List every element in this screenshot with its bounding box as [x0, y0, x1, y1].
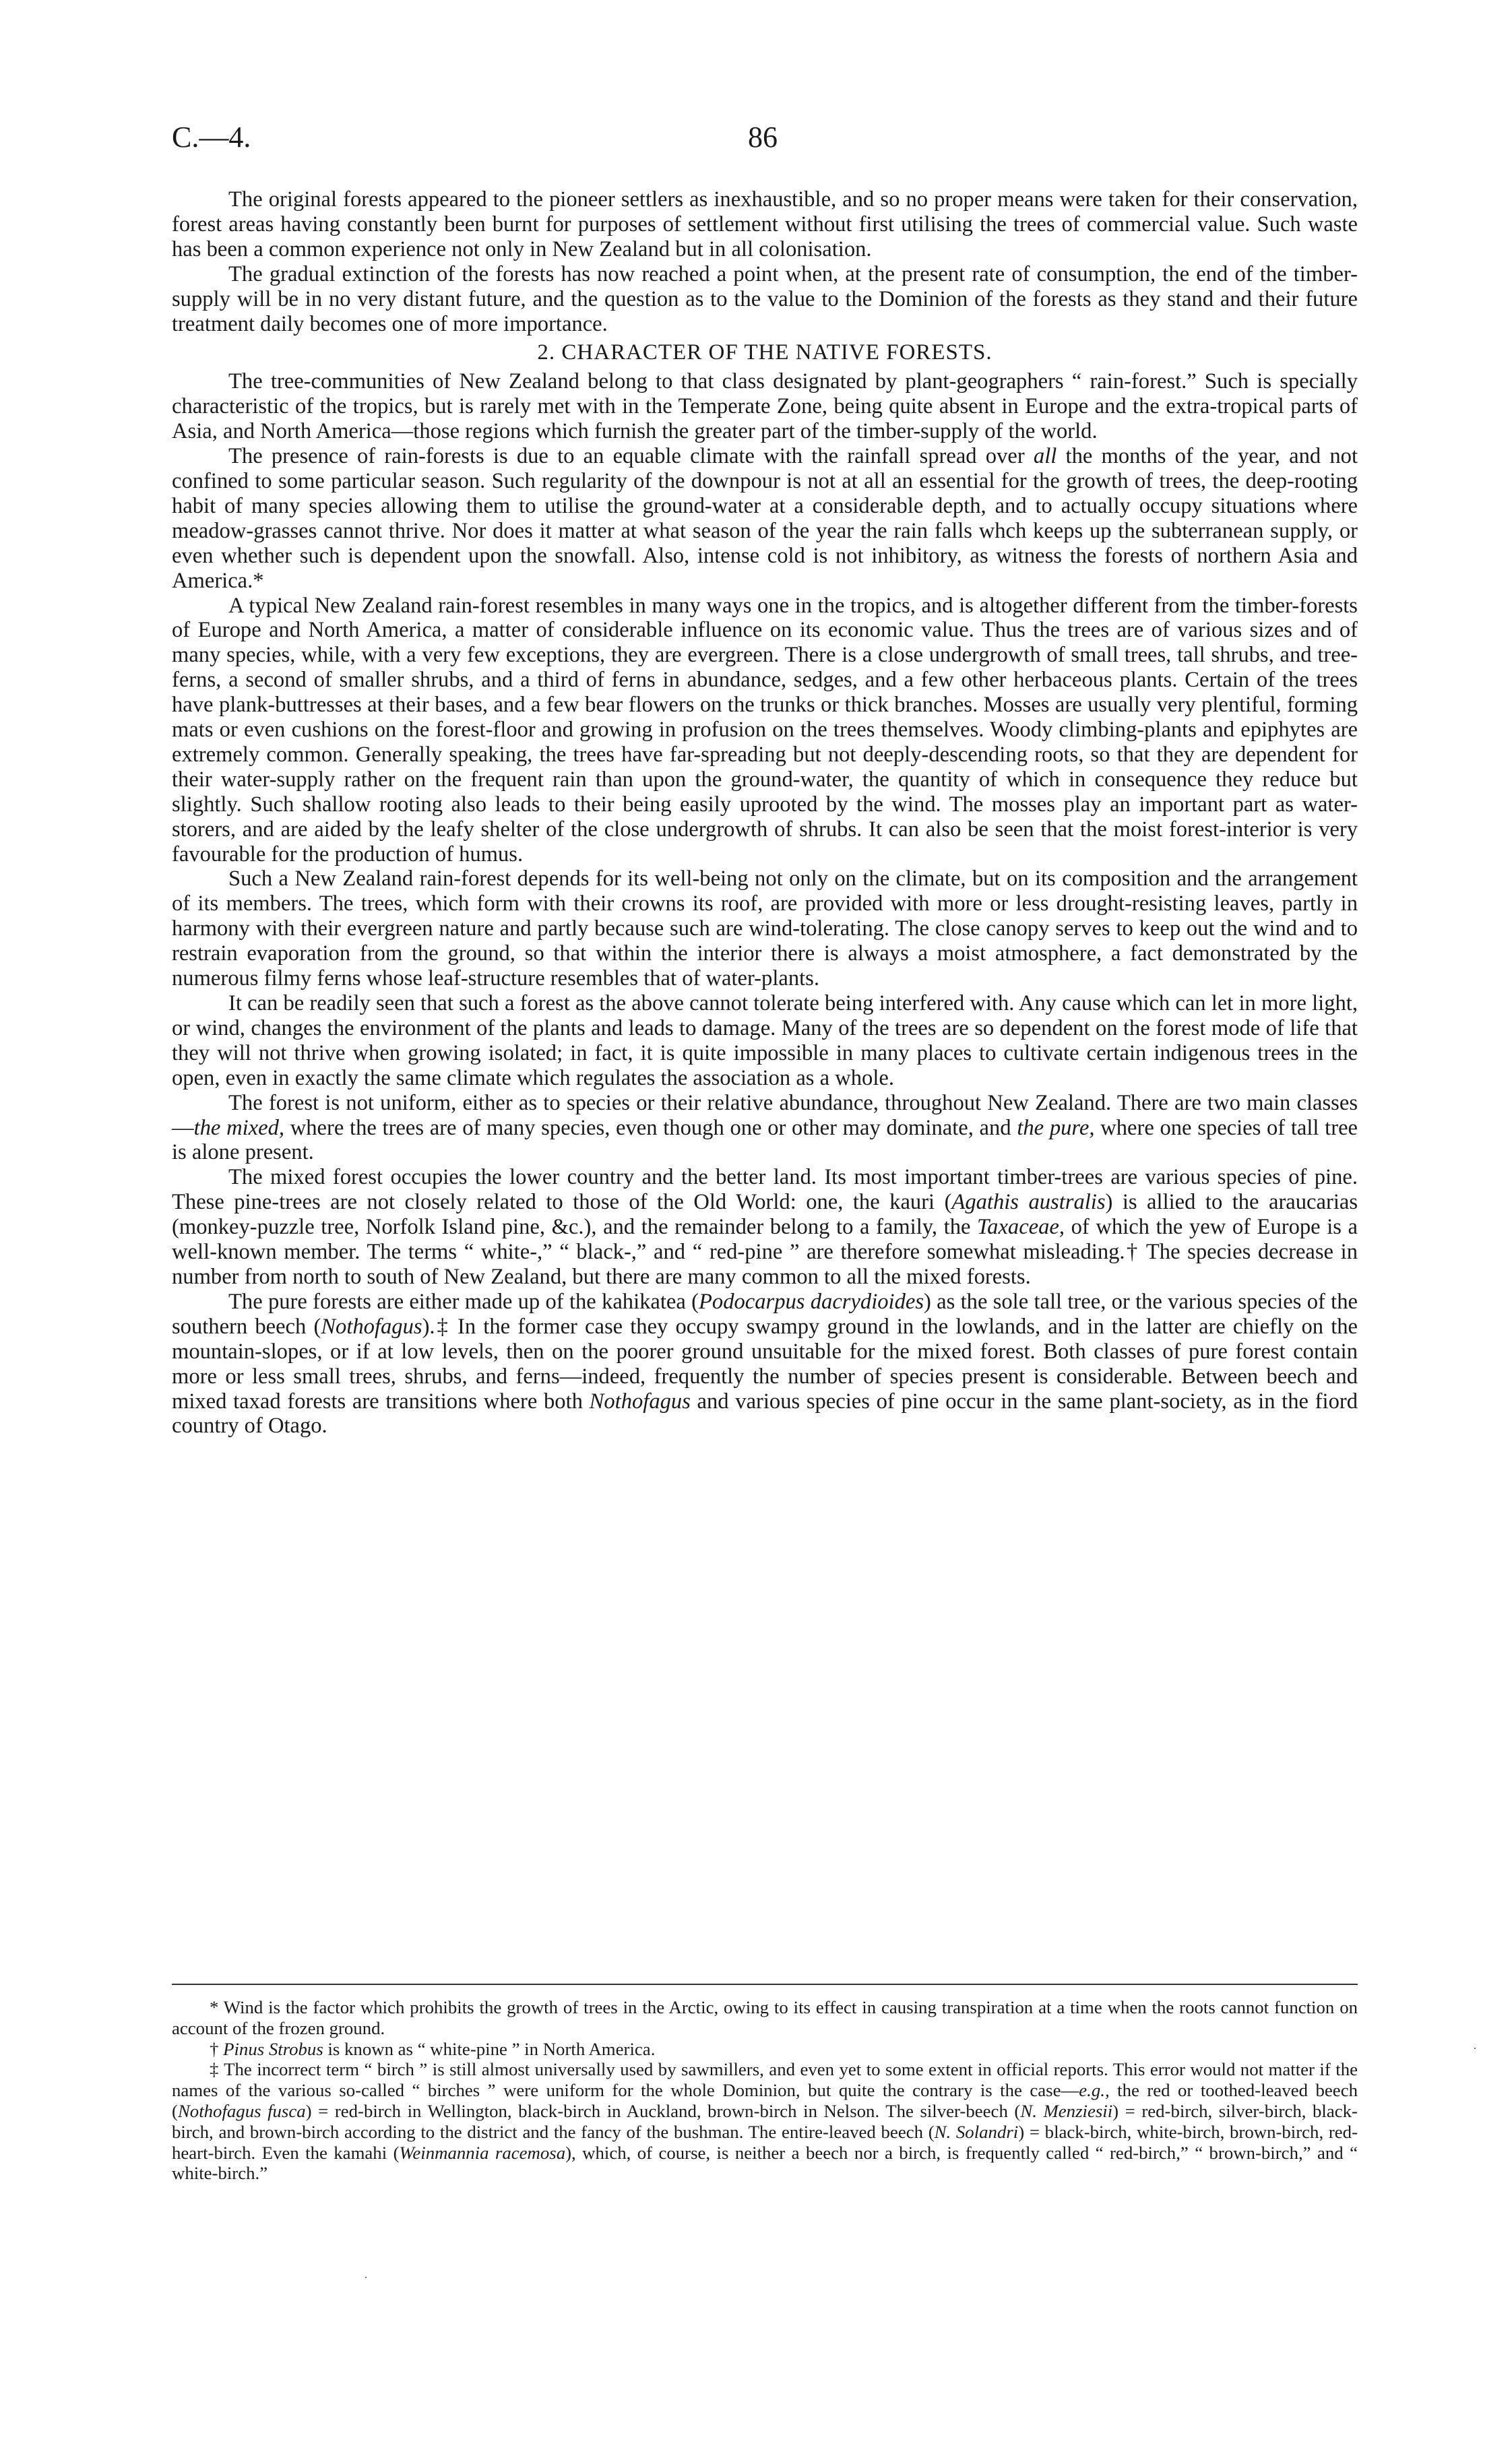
emphasis: the mixed,	[193, 1115, 285, 1140]
text-run: The mixed forest occupies the lower country and the better land. Its most important timber-trees are various species of pine. These pine-trees are not closely related to those of the Old World: one, the kauri (	[172, 1165, 1358, 1215]
species-name: N. Solandri	[934, 2121, 1019, 2142]
page-number: 86	[748, 121, 778, 154]
text-run: and various species of pine occur in the same plant-society, as in the fiord country of Otago.	[172, 1389, 1358, 1439]
paragraph: A typical New Zealand rain-forest resembles in many ways one in the tropics, and is altogether different from the timber-forests of Europe and North America, a matter of considerable influence on its economic value. Thus the trees are of various sizes and of many species, while, with a very few exceptions, they are evergreen. There is a close undergrowth of small trees, tall shrubs, and tree-ferns, a second of smaller shrubs, and a third of ferns in abundance, sedges, and a few other herbaceous plants. Certain of the trees have plank-buttresses at their bases, and a few bear flowers on the trunks or thick branches. Mosses are usually very plentiful, forming mats or even cushions on the forest-floor and growing in profusion on the trees themselves. Woody climbing-plants and epiphytes are extremely common. Generally speaking, the trees have far-spreading but not deeply-descending roots, so that they are dependent for their water-supply rather on the frequent rain than upon the ground-water, the quantity of which in consequence they reduce but slightly. Such shallow rooting also leads to their being easily uprooted by the wind. The mosses play an important part as water-storers, and are aided by the leafy shelter of the close undergrowth of shrubs. It can also be seen that the moist forest-interior is very favourable for the production of humus.	[172, 593, 1358, 866]
family-name: Taxaceae,	[977, 1215, 1065, 1240]
footnote: * Wind is the factor which prohibits the growth of trees in the Arctic, owing to its effect in causing transpiration at a time when the roots cannot function on account of the frozen ground.	[172, 1997, 1358, 2038]
text-run: ).‡ In the former case they occupy swampy ground in the lowlands, and in the latter are chiefly on the mountain-slopes, or if at low levels, then on the poorer ground unsuitable for the mixed forest. Both classes of pure forest contain more or less small trees, shrubs, and ferns—indeed, frequently the number of species present is considerable. Between beech and mixed taxad forests are transitions where both	[172, 1314, 1358, 1414]
footnote	[172, 2039, 1358, 2060]
paragraph: It can be readily seen that such a forest as the above cannot tolerate being interfered with. Any cause which can let in more light, or wind, changes the environment of the plants and leads to damage. Many of the trees are so dependent on the forest mode of life that they will not thrive when growing isolated; in fact, it is quite impossible in many places to cultivate certain indigenous trees in the open, even in exactly the same climate which regulates the association as a whole.	[172, 991, 1358, 1090]
text-run: where one species of tall tree is alone present.	[172, 1115, 1358, 1165]
document-reference: C.—4.	[172, 121, 251, 154]
paragraph: The gradual extinction of the forests has now reached a point when, at the present rate of consumption, the end of the timber-supply will be in no very distant future, and the question as to the value to the Dominion of the forests as they stand and their future treatment daily becomes one of more importance.	[172, 261, 1358, 336]
text-run: ‡ The incorrect term “ birch ” is still almost universally used by sawmillers, and even yet to some extent in official reports. This error would not matter if the names of the various so-called “ birches ” were uniform for the whole Dominion, but quite the contrary is the case—	[172, 2059, 1358, 2101]
paragraph	[172, 444, 1358, 593]
text-run: The presence of rain-forests is due to an equable climate with the rainfall spread over	[228, 444, 1034, 469]
genus-name: Nothofagus	[321, 1314, 422, 1339]
species-name: Pinus Strobus	[223, 2038, 323, 2059]
text-run: where the trees are of many species, even though one or other may dominate, and	[284, 1115, 1017, 1140]
text-run: ) = red-birch, silver-birch, black-birch, and brown-birch according to the district and the fancy of the bushman. The entire-leaved beech (	[172, 2100, 1358, 2142]
text-run: is known as “ white-pine ” in North America.	[323, 2038, 656, 2059]
species-name: Weinmannia racemosa	[399, 2142, 566, 2163]
emphasis: e.g.,	[1079, 2080, 1110, 2101]
text-run: ) = red-birch in Wellington, black-birch in Auckland, brown-birch in Nelson. The silver-beech (	[305, 2100, 1021, 2121]
paragraph: The tree-communities of New Zealand belong to that class designated by plant-geographers “ rain-forest.” Such is specially characteristic of the tropics, but is rarely met with in the Temperate Zone, being quite absent in Europe and the extra-tropical parts of Asia, and North America—those regions which furnish the greater part of the timber-supply of the world.	[172, 369, 1358, 444]
text-run: the months of the year, and not confined to some particular season. Such regularity of the downpour is not at all an essential for the growth of trees, the deep-rooting habit of many species allowing them to utilise the ground-water at a considerable depth, and to actually occupy situations where meadow-grasses cannot thrive. Nor does it matter at what season of the year the rain falls whch keeps up the subterranean supply, or even whether such is dependent upon the snowfall. Also, intense cold is not inhibitory, as witness the forests of northern Asia and America.*	[172, 444, 1358, 593]
body-text	[172, 187, 1358, 1439]
stray-mark: ·	[1473, 2042, 1477, 2055]
text-run: ) as the sole tall tree, or the various species of the southern beech (	[172, 1289, 1358, 1339]
text-run: of which the yew of Europe is a well-known member. The terms “ white-,” “ black-,” and “ red-pine ” are therefore somewhat misleading.† The species decrease in number from north to south of New Zealand, but there are many common to all the mixed forests.	[172, 1215, 1358, 1289]
emphasis: the pure,	[1017, 1115, 1095, 1140]
footnote	[172, 2059, 1358, 2184]
footnote-rule	[172, 1984, 1358, 1985]
genus-name: Nothofagus	[589, 1389, 691, 1414]
paragraph	[172, 1165, 1358, 1290]
emphasis: all	[1033, 444, 1057, 469]
text-run: ) = black-birch, white-birch, brown-birch, red-heart-birch. Even the kamahi (	[172, 2121, 1358, 2163]
paragraph: Such a New Zealand rain-forest depends for its well-being not only on the climate, but on its composition and the arrangement of its members. The trees, which form with their crowns its roof, are provided with more or less drought-resisting leaves, partly in harmony with their evergreen nature and partly because such are wind-tolerating. The close canopy serves to keep out the wind and to restrain evaporation from the ground, so that within the interior there is always a moist atmosphere, a fact demonstrated by the numerous filmy ferns whose leaf-structure resembles that of water-plants.	[172, 866, 1358, 991]
text-run: The pure forests are either made up of the kahikatea (	[228, 1289, 699, 1314]
stray-mark: ·	[364, 2271, 368, 2284]
footnotes	[172, 1997, 1358, 2184]
species-name: Podocarpus dacrydioides	[699, 1289, 924, 1314]
text-run: †	[210, 2038, 224, 2059]
page-header	[172, 120, 1358, 160]
species-name: Nothofagus fusca	[177, 2100, 306, 2121]
section-heading: 2. CHARACTER OF THE NATIVE FORESTS.	[537, 340, 993, 365]
text-run: ) is allied to the araucarias (monkey-puzzle tree, Norfolk Island pine, &c.), and the remainder belong to a family, the	[172, 1190, 1358, 1240]
paragraph	[172, 1290, 1358, 1439]
species-name: Agathis australis	[951, 1190, 1106, 1215]
species-name: N. Menziesii	[1020, 2100, 1113, 2121]
paragraph	[172, 1091, 1358, 1166]
text-run: The forest is not uniform, either as to species or their relative abundance, throughout New Zealand. There are two main classes—	[172, 1090, 1358, 1140]
paragraph: The original forests appeared to the pioneer settlers as inexhaustible, and so no proper means were taken for their conservation, forest areas having constantly been burnt for purposes of settlement without first utilising the trees of commercial value. Such waste has been a common experience not only in New Zealand but in all colonisation.	[172, 187, 1358, 261]
text-run: ), which, of course, is neither a beech nor a birch, is frequently called “ red-birch,” “ brown-birch,” and “ white-birch.”	[172, 2142, 1358, 2184]
text-run: the red or toothed-leaved beech (	[172, 2080, 1358, 2121]
